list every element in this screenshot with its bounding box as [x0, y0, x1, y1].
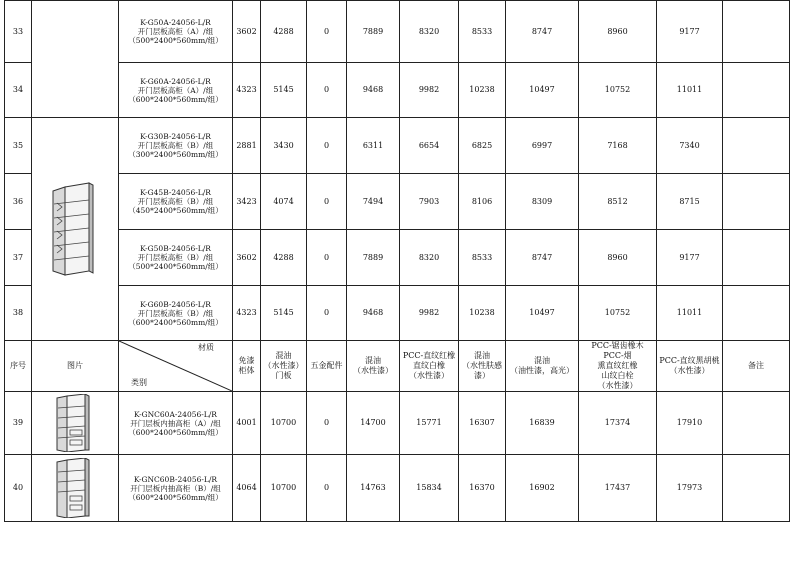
price-cell: 15771	[400, 392, 459, 455]
product-name: 开门层板内抽高柜（A）/组	[130, 418, 221, 428]
header-col1	[233, 341, 261, 392]
price-cell: 8533	[459, 1, 506, 63]
header-col2-line: 门板	[275, 371, 292, 380]
table-row	[5, 392, 790, 455]
header-col8-line: PCC-锯齿橡木 PCC-烟	[591, 341, 644, 360]
header-col8-line: 山纹白栓	[601, 371, 634, 380]
price-cell: 8320	[400, 1, 459, 63]
price-cell: 9982	[400, 63, 459, 118]
row-number: 33	[5, 1, 32, 63]
price-cell: 4064	[233, 455, 261, 522]
product-name: 开门层板高柜（B）/组	[137, 308, 214, 318]
price-cell: 3602	[233, 1, 261, 63]
header-number: 序号	[5, 341, 32, 392]
drawer-tall-cabinet-icon	[45, 394, 105, 452]
header-col7	[506, 341, 579, 392]
price-cell: 8106	[459, 174, 506, 230]
product-size: （450*2400*560mm/组）	[128, 206, 223, 215]
price-cell: 8512	[579, 174, 657, 230]
price-cell: 6825	[459, 118, 506, 174]
image-cell	[32, 1, 119, 118]
product-size: （600*2400*560mm/组）	[128, 492, 223, 502]
note-cell	[723, 1, 790, 63]
table-header-row	[5, 341, 790, 392]
header-col2-line: 混油	[275, 351, 292, 360]
header-col6-line: （水性肤感	[462, 361, 502, 370]
price-cell: 4323	[233, 63, 261, 118]
price-cell: 10238	[459, 63, 506, 118]
product-code: K-G60B-24056-L/R	[140, 299, 211, 309]
header-col5-line: PCC-直纹红橡	[402, 351, 456, 360]
header-col6	[459, 341, 506, 392]
price-cell: 9982	[400, 286, 459, 341]
product-name: 开门层板高柜（B）/组	[137, 141, 214, 150]
price-cell: 14763	[347, 455, 400, 522]
header-col1-line: 免漆	[238, 356, 255, 365]
price-cell: 17910	[657, 392, 723, 455]
price-cell: 7494	[347, 174, 400, 230]
header-col3	[307, 341, 347, 392]
price-cell: 2881	[233, 118, 261, 174]
price-table	[4, 0, 790, 522]
header-category: 类别	[131, 378, 147, 387]
price-cell: 10752	[579, 63, 657, 118]
row-number: 40	[5, 455, 32, 522]
note-cell	[723, 63, 790, 118]
header-col6-line: 混油	[474, 351, 490, 360]
product-description	[119, 392, 233, 455]
product-size: （600*2400*560mm/组）	[128, 317, 223, 327]
table-row	[5, 455, 790, 522]
product-code: K-GNC60A-24056-L/R	[134, 409, 217, 419]
header-col4-line: 混油	[365, 356, 381, 365]
header-col4	[347, 341, 400, 392]
product-name: 开门层板高柜（A）/组	[137, 27, 214, 36]
price-cell: 6997	[506, 118, 579, 174]
product-size: （300*2400*560mm/组）	[128, 150, 223, 159]
product-size: （600*2400*560mm/组）	[128, 427, 223, 437]
price-cell: 0	[307, 286, 347, 341]
price-cell: 10700	[261, 455, 307, 522]
price-cell: 11011	[657, 63, 723, 118]
header-col4-line: （水性漆）	[353, 366, 393, 375]
price-cell: 4001	[233, 392, 261, 455]
header-material: 材质	[198, 343, 214, 352]
header-col5-line: （水性漆）	[409, 371, 449, 380]
price-cell: 4074	[261, 174, 307, 230]
price-cell: 0	[307, 1, 347, 63]
product-description	[119, 286, 233, 341]
price-cell: 14700	[347, 392, 400, 455]
cabinet-image-cell	[32, 118, 119, 341]
tall-shelf-cabinet-icon	[45, 179, 105, 279]
price-cell: 8747	[506, 230, 579, 286]
price-cell: 10497	[506, 63, 579, 118]
price-cell: 0	[307, 230, 347, 286]
drawer-tall-cabinet-icon	[45, 458, 105, 518]
product-description	[119, 1, 233, 63]
price-cell: 7340	[657, 118, 723, 174]
row-number: 39	[5, 392, 32, 455]
product-size: （500*2400*560mm/组）	[128, 262, 223, 271]
product-name: 开门层板内抽高柜（B）/组	[130, 483, 221, 493]
price-cell: 3602	[233, 230, 261, 286]
price-cell: 0	[307, 174, 347, 230]
price-cell: 10752	[579, 286, 657, 341]
product-code: K-G30B-24056-L/R	[140, 132, 211, 141]
note-cell	[723, 230, 790, 286]
header-material-category	[119, 341, 233, 392]
price-cell: 8533	[459, 230, 506, 286]
header-image: 图片	[32, 341, 119, 392]
price-cell: 7168	[579, 118, 657, 174]
price-cell: 16902	[506, 455, 579, 522]
table-row	[5, 286, 790, 341]
price-cell: 9177	[657, 230, 723, 286]
price-cell: 4288	[261, 1, 307, 63]
header-col8	[579, 341, 657, 392]
price-cell: 8715	[657, 174, 723, 230]
price-cell: 0	[307, 392, 347, 455]
header-col7-line: 混油	[534, 356, 550, 365]
row-number: 38	[5, 286, 32, 341]
product-description	[119, 230, 233, 286]
product-code: K-GNC60B-24056-L/R	[133, 474, 218, 484]
cabinet-image-cell	[32, 392, 119, 455]
header-note: 备注	[723, 341, 790, 392]
price-cell: 15834	[400, 455, 459, 522]
price-cell: 9468	[347, 286, 400, 341]
row-number: 35	[5, 118, 32, 174]
header-col6-line: 漆）	[474, 371, 490, 380]
price-cell: 3430	[261, 118, 307, 174]
header-col9-line: PCC-直纹黑胡桃	[659, 356, 720, 365]
header-col5	[400, 341, 459, 392]
price-cell: 9177	[657, 1, 723, 63]
price-cell: 11011	[657, 286, 723, 341]
header-col8-line: （水性漆）	[597, 381, 638, 390]
price-cell: 8309	[506, 174, 579, 230]
price-cell: 8960	[579, 230, 657, 286]
price-cell: 16839	[506, 392, 579, 455]
table-row	[5, 118, 790, 174]
product-size: （500*2400*560mm/组）	[128, 36, 223, 45]
price-cell: 10497	[506, 286, 579, 341]
row-number: 36	[5, 174, 32, 230]
product-description	[119, 455, 233, 522]
price-cell: 0	[307, 118, 347, 174]
header-col3-line: 五金配件	[310, 361, 343, 370]
cabinet-image-cell	[32, 455, 119, 522]
price-cell: 8747	[506, 1, 579, 63]
price-cell: 17437	[579, 455, 657, 522]
price-cell: 16307	[459, 392, 506, 455]
product-name: 开门层板高柜（B）/组	[137, 197, 214, 206]
note-cell	[723, 455, 790, 522]
product-code: K-G50A-24056-L/R	[140, 18, 211, 27]
product-size: （600*2400*560mm/组）	[128, 94, 223, 104]
header-col8-line: 熏直纹红橡	[597, 361, 638, 370]
header-col9-line: （水性漆）	[669, 366, 710, 375]
header-col2-line: （水性漆）	[263, 361, 304, 370]
price-cell: 7889	[347, 230, 400, 286]
price-cell: 7903	[400, 174, 459, 230]
product-code: K-G45B-24056-L/R	[140, 188, 211, 197]
price-cell: 3423	[233, 174, 261, 230]
product-description	[119, 174, 233, 230]
header-col7-line: （油性漆，高光）	[510, 366, 574, 375]
price-cell: 4288	[261, 230, 307, 286]
price-cell: 17374	[579, 392, 657, 455]
table-row	[5, 63, 790, 118]
table-row	[5, 230, 790, 286]
product-description	[119, 63, 233, 118]
product-name: 开门层板高柜（A）/组	[137, 85, 214, 95]
product-description	[119, 118, 233, 174]
price-cell: 0	[307, 63, 347, 118]
header-col5-line: 直纹白橡	[413, 361, 445, 370]
row-number: 37	[5, 230, 32, 286]
note-cell	[723, 392, 790, 455]
note-cell	[723, 286, 790, 341]
price-cell: 4323	[233, 286, 261, 341]
table-row	[5, 1, 790, 63]
header-col9	[657, 341, 723, 392]
table-row	[5, 174, 790, 230]
price-cell: 17973	[657, 455, 723, 522]
price-cell: 8960	[579, 1, 657, 63]
price-cell: 6654	[400, 118, 459, 174]
header-col1-line: 柜体	[238, 366, 255, 375]
product-code: K-G60A-24056-L/R	[140, 76, 211, 86]
price-cell: 16370	[459, 455, 506, 522]
price-cell: 5145	[261, 63, 307, 118]
note-cell	[723, 174, 790, 230]
price-cell: 7889	[347, 1, 400, 63]
product-name: 开门层板高柜（B）/组	[137, 253, 214, 262]
price-cell: 10238	[459, 286, 506, 341]
product-code: K-G50B-24056-L/R	[140, 244, 211, 253]
row-number: 34	[5, 63, 32, 118]
price-cell: 9468	[347, 63, 400, 118]
note-cell	[723, 118, 790, 174]
header-col2	[261, 341, 307, 392]
price-cell: 5145	[261, 286, 307, 341]
price-cell: 8320	[400, 230, 459, 286]
price-cell: 0	[307, 455, 347, 522]
price-cell: 10700	[261, 392, 307, 455]
price-cell: 6311	[347, 118, 400, 174]
